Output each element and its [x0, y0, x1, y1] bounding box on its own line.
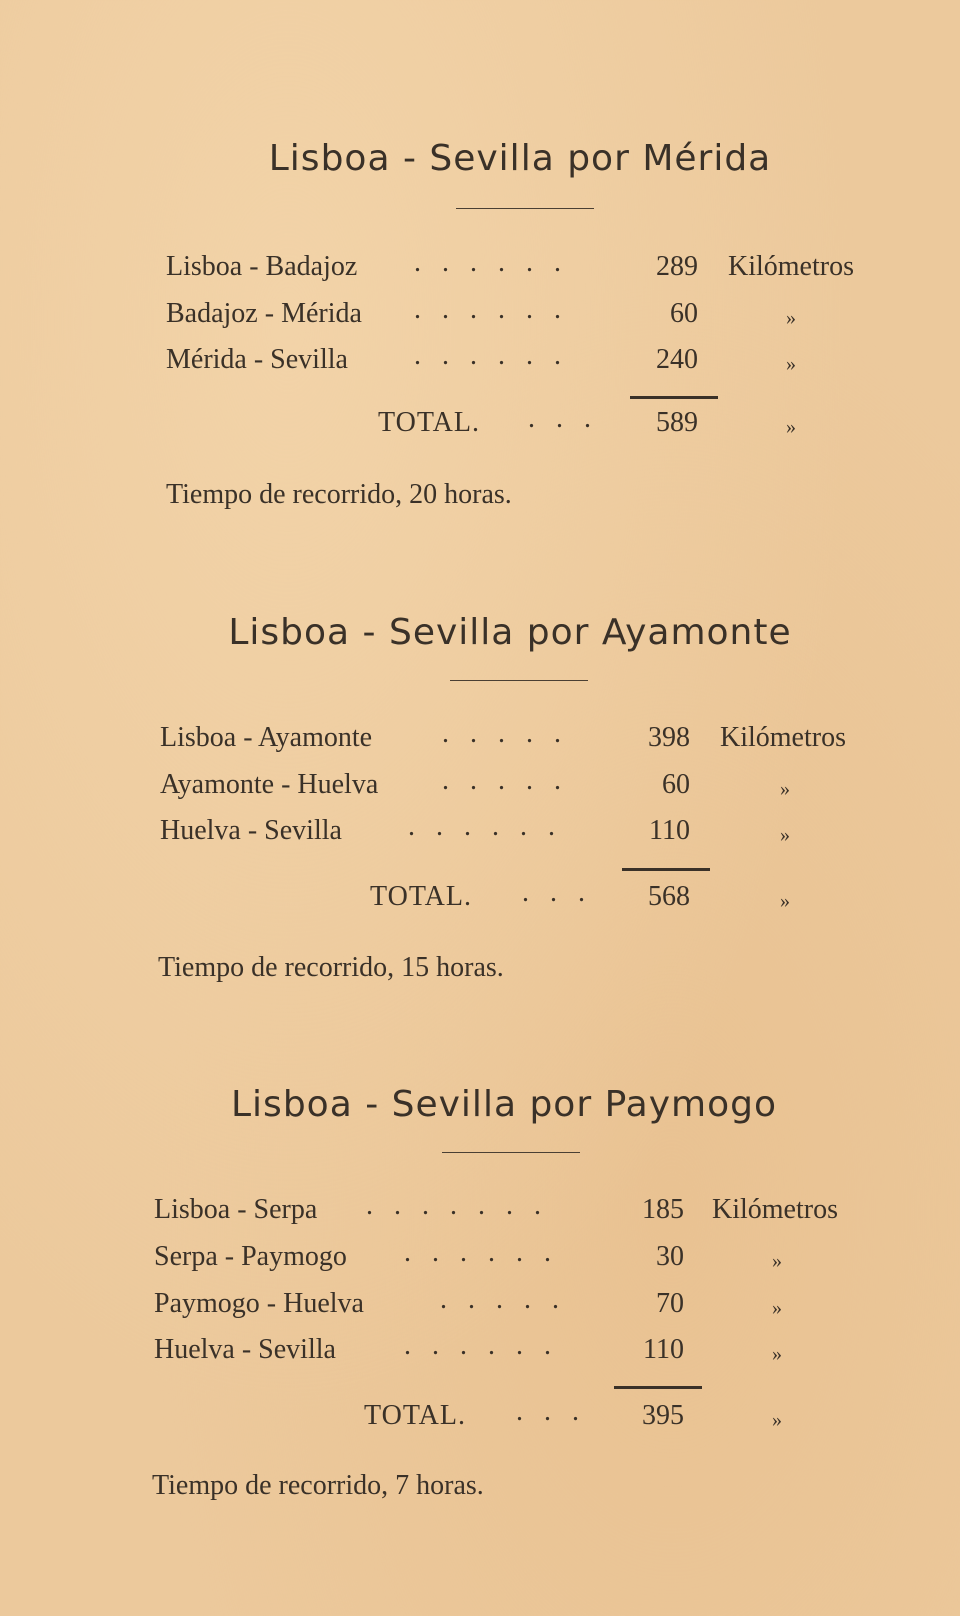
total-label: TOTAL.	[378, 407, 481, 438]
distance-unit: Kilómetros	[712, 1194, 838, 1225]
sum-rule	[622, 868, 710, 871]
distance-unit: Kilómetros	[728, 251, 854, 282]
distance-km: 110	[649, 815, 690, 846]
total-row	[166, 403, 886, 443]
section-title: Lisboa - Sevilla por Mérida	[268, 138, 772, 179]
route-row	[154, 1237, 874, 1277]
ditto-mark: »	[780, 824, 790, 846]
route-row	[166, 247, 886, 287]
ditto-mark: »	[772, 1343, 782, 1365]
total-row	[160, 877, 880, 917]
distance-km: 60	[662, 769, 690, 800]
leader-dots: . . . . . . .	[366, 1190, 541, 1221]
route-name: Serpa - Paymogo	[154, 1241, 347, 1272]
ditto-mark: »	[772, 1297, 782, 1319]
route-name: Mérida - Sevilla	[166, 344, 348, 375]
route-name: Huelva - Sevilla	[154, 1334, 336, 1365]
sum-rule	[614, 1386, 702, 1389]
title-rule	[456, 208, 594, 209]
leader-dots: . . .	[516, 1396, 579, 1427]
total-km: 568	[648, 881, 690, 912]
sum-rule	[630, 396, 718, 399]
ditto-mark: »	[780, 890, 790, 912]
section-title: Lisboa - Sevilla por Paymogo	[231, 1084, 777, 1125]
distance-km: 70	[656, 1288, 684, 1319]
distance-unit: Kilómetros	[720, 722, 846, 753]
leader-dots: . . . . . .	[414, 340, 561, 371]
route-name: Huelva - Sevilla	[160, 815, 342, 846]
distance-km: 240	[656, 344, 698, 375]
ditto-mark: »	[772, 1250, 782, 1272]
route-name: Paymogo - Huelva	[154, 1288, 364, 1319]
leader-dots: . . . . . .	[408, 811, 555, 842]
section-title: Lisboa - Sevilla por Ayamonte	[228, 612, 792, 653]
ditto-mark: »	[786, 353, 796, 375]
total-row	[154, 1396, 874, 1436]
total-label: TOTAL.	[364, 1400, 467, 1431]
ditto-mark: »	[772, 1409, 782, 1431]
route-row	[154, 1330, 874, 1370]
total-km: 395	[642, 1400, 684, 1431]
route-row	[166, 294, 886, 334]
leader-dots: . . . . . .	[404, 1237, 551, 1268]
leader-dots: . . . . . .	[414, 294, 561, 325]
total-km: 589	[656, 407, 698, 438]
travel-time: Tiempo de recorrido, 7 horas.	[152, 1470, 484, 1501]
route-name: Lisboa - Badajoz	[166, 251, 358, 282]
ditto-mark: »	[786, 416, 796, 438]
leader-dots: . . .	[522, 877, 585, 908]
leader-dots: . . . . .	[440, 1284, 559, 1315]
leader-dots: . . . . .	[442, 765, 561, 796]
route-row	[166, 340, 886, 380]
leader-dots: . . . . . .	[414, 247, 561, 278]
route-name: Ayamonte - Huelva	[160, 769, 379, 800]
route-name: Lisboa - Serpa	[154, 1194, 318, 1225]
route-name: Lisboa - Ayamonte	[160, 722, 373, 753]
title-rule	[442, 1152, 580, 1153]
route-row	[160, 811, 880, 851]
ditto-mark: »	[780, 778, 790, 800]
route-row	[154, 1190, 874, 1230]
distance-km: 30	[656, 1241, 684, 1272]
route-row	[160, 718, 880, 758]
distance-km: 110	[643, 1334, 684, 1365]
travel-time: Tiempo de recorrido, 15 horas.	[158, 952, 504, 983]
title-rule	[450, 680, 588, 681]
leader-dots: . . . . . .	[404, 1330, 551, 1361]
total-label: TOTAL.	[370, 881, 473, 912]
route-name: Badajoz - Mérida	[166, 298, 362, 329]
route-row	[160, 765, 880, 805]
leader-dots: . . . . .	[442, 718, 561, 749]
distance-km: 398	[648, 722, 690, 753]
leader-dots: . . .	[528, 403, 591, 434]
distance-km: 289	[656, 251, 698, 282]
ditto-mark: »	[786, 307, 796, 329]
distance-km: 60	[670, 298, 698, 329]
route-row	[154, 1284, 874, 1324]
travel-time: Tiempo de recorrido, 20 horas.	[166, 479, 512, 510]
distance-km: 185	[642, 1194, 684, 1225]
